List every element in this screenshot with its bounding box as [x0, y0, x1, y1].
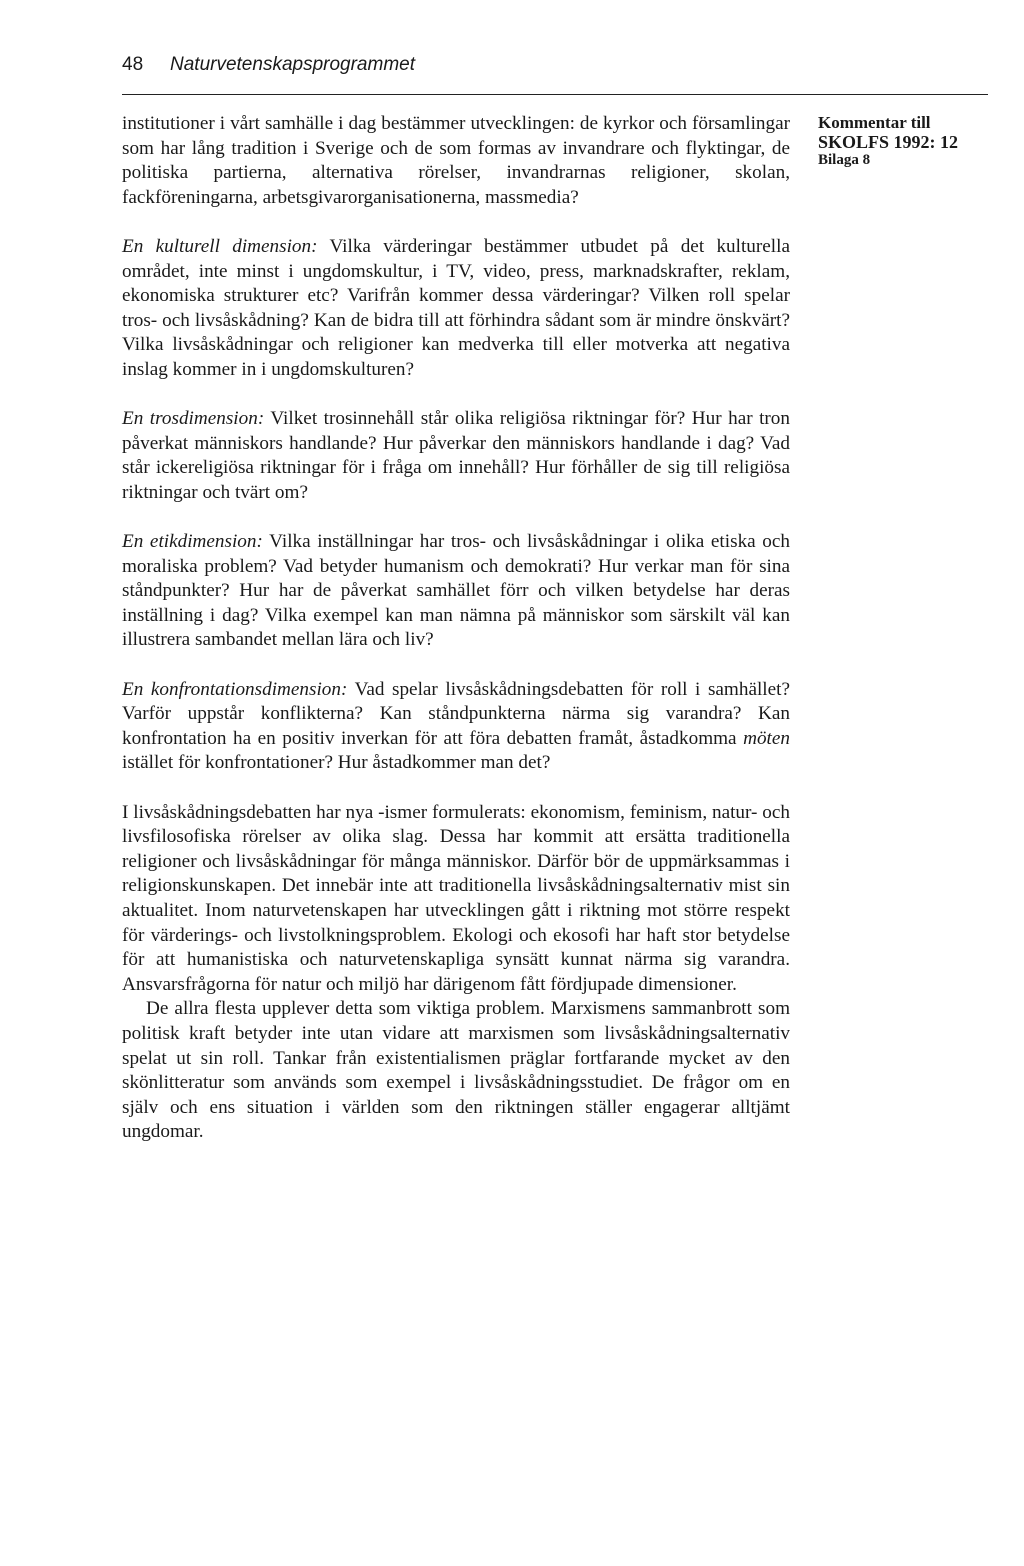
- dimension-label-cultural: En kulturell dimension:: [122, 235, 318, 257]
- paragraph-faith-dimension: [122, 407, 790, 505]
- paragraph-isms: I livsåskådningsdebatten har nya -ismer formulerats: ekonomism, feminism, natur- och livsfilosofiska rörelser av olika slag. Dessa har kommit att ersätta traditionella religioner och livsåskådningar för många människor. Därför bör de uppmärksammas i religionskunskapen. Det innebär inte att traditionella livsåskådningsalternativ mist sin aktualitet. Inom naturvetenskapen har utvecklingen gått i riktning mot större respekt för värderings- och livstolkningsproblem. Ekologi och ekosofi har haft stor betydelse för att humanistiska och naturvetenskapliga synsätt kunnat närma sig varandra. Ansvarsfrågorna för natur och miljö har därigenom fått fördjupade dimensioner.: [122, 801, 790, 995]
- paragraph-confrontation-text-b: istället för konfrontationer? Hur åstadkommer man det?: [122, 752, 551, 774]
- page-number: 48: [122, 54, 144, 75]
- page-header: [122, 48, 988, 95]
- paragraph-confrontation-text-a: Vad spelar livsåskådningsdebatten för roll i samhället? Varför uppstår konflikterna? Kan ståndpunkterna närma sig varandra? Kan konfrontation ha en positiv inverkan för att föra debatten framåt, åstadkomma: [122, 678, 790, 749]
- margin-note: [818, 113, 988, 169]
- dimension-label-ethics: En etikdimension:: [122, 531, 263, 553]
- running-title: Naturvetenskapsprogrammet: [170, 54, 415, 75]
- paragraph-ethics-text: Vilka inställningar har tros- och livsåskådningar i olika etiska och moraliska problem? Vad betyder humanism och demokrati? Hur verkar man för sina ståndpunkter? Hur har de påverkat samhället förr och vilken betydelse har deras inställning i dag? Vilka exempel kan man nämna på människor som särskilt väl kan illustrera sambandet mellan lära och liv?: [122, 531, 790, 651]
- paragraph-confrontation-dimension: [122, 678, 790, 776]
- paragraph-ethics-dimension: [122, 530, 790, 653]
- paragraph-marxism: De allra flesta upplever detta som viktiga problem. Marxismens sammanbrott som politisk kraft betyder inte utan vidare att marxismen som livsåskådningsalternativ spelat ut sin roll. Tankar från existentialismen präglar fortfarande mycket av den skönlitteratur som används som exempel i livsåskådningsstudiet. De frågor om en själv och ens situation i världen som den riktningen ställer engagerar alltjämt ungdomar.: [122, 998, 790, 1143]
- paragraph-cultural-text: Vilka värderingar bestämmer utbudet på det kulturella området, inte minst i ungdomskultur, i TV, video, press, marknadskrafter, reklam, ekonomiska strukturer etc? Varifrån kommer dessa värderingar? Vilken roll spelar tros- och livsåskådning? Kan de bidra till att förhindra sådant som är mindre önskvärt? Vilka livsåskådningar och religioner kan medverka till eller motverka att negativa inslag kommer in i ungdomskulturen?: [122, 235, 790, 380]
- paragraph-faith-text: Vilket trosinnehåll står olika religiösa riktningar för? Hur har tron påverkat människors handlande? Hur påverkar den människors handlande i dag? Vad står ickereligiösa riktningar för i fråga om innehåll? Hur förhåller de sig till religiösa riktningar och tvärt om?: [122, 408, 790, 503]
- margin-note-line-1: Kommentar till: [818, 113, 931, 132]
- margin-note-line-3: Bilaga 8: [818, 152, 871, 169]
- dimension-label-confrontation: En konfrontationsdimension:: [122, 678, 348, 700]
- paragraph-cultural-dimension: [122, 235, 790, 383]
- emphasis-moten: möten: [743, 727, 790, 749]
- body-text: [122, 112, 790, 1145]
- margin-note-line-2: SKOLFS 1992: 12: [818, 132, 959, 153]
- dimension-label-faith: En trosdimension:: [122, 408, 265, 430]
- paragraph-institutions: institutioner i vårt samhälle i dag bestämmer utvecklingen: de kyrkor och församlingar som har lång tradition i Sverige och de som formas av invandrare och flyktingar, de politiska partierna, alternativa rörelser, invandrarnas religioner, skolan, fackföreningarna, arbetsgivarorganisationerna, massmedia?: [122, 113, 790, 208]
